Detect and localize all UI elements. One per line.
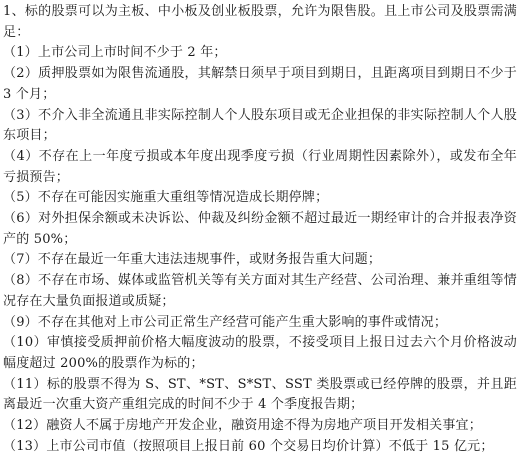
condition-item-2: （2）质押股票如为限售流通股，其解禁日须早于项目到期日，且距离项目到期日不少于 3 个月； [3,66,517,102]
condition-item-8: （8）不存在市场、媒体或监管机关等有关方面对其生产经营、公司治理、兼并重组等情况存在大量负面报道或质疑； [3,273,517,309]
condition-item-4: （4）不存在上一年度亏损或本年度出现季度亏损（行业周期性因素除外），或发布全年亏损预告； [3,148,517,185]
document-body [3,2,517,457]
condition-item-9: （9）不存在其他对上市公司正常生产经营可能产生重大影响的事件或情况； [3,314,448,330]
condition-item-13: （13）上市公司市值（按照项目上报日前 60 个交易日均价计算）不低于 15 亿元； [3,438,494,454]
condition-item-1: （1）上市公司上市时间不少于 2 年； [3,45,227,61]
condition-item-11: （11）标的股票不得为 S、ST、*ST、S*ST、SST 类股票或已经停牌的股票，并且距离最近一次重大资产重组完成的时间不少于 4 个季度报告期； [3,376,517,413]
condition-item-10: （10）审慎接受质押前价格大幅度波动的股票，不接受项目上报日过去六个月价格波动幅度超过 200%的股票作为标的； [3,335,517,371]
condition-item-3: （3）不介入非全流通且非实际控制人个人股东项目或无企业担保的非实际控制人个人股东项目； [3,107,517,144]
condition-item-7: （7）不存在最近一年重大违法违规事件，或财务报告重大问题； [3,252,382,268]
condition-item-12: （12）融资人不属于房地产开发企业，融资用途不得为房地产项目开发相关事宜； [3,418,482,434]
condition-item-6: （6）对外担保余额或未决诉讼、仲裁及纠纷金额不超过最近一期经审计的合并报表净资产的 50%； [3,211,517,247]
condition-item-5: （5）不存在可能因实施重大重组等情况造成长期停牌； [3,190,329,206]
intro-paragraph: 1、标的股票可以为主板、中小板及创业板股票，允许为限售股。且上市公司及股票需满足： [3,4,517,40]
